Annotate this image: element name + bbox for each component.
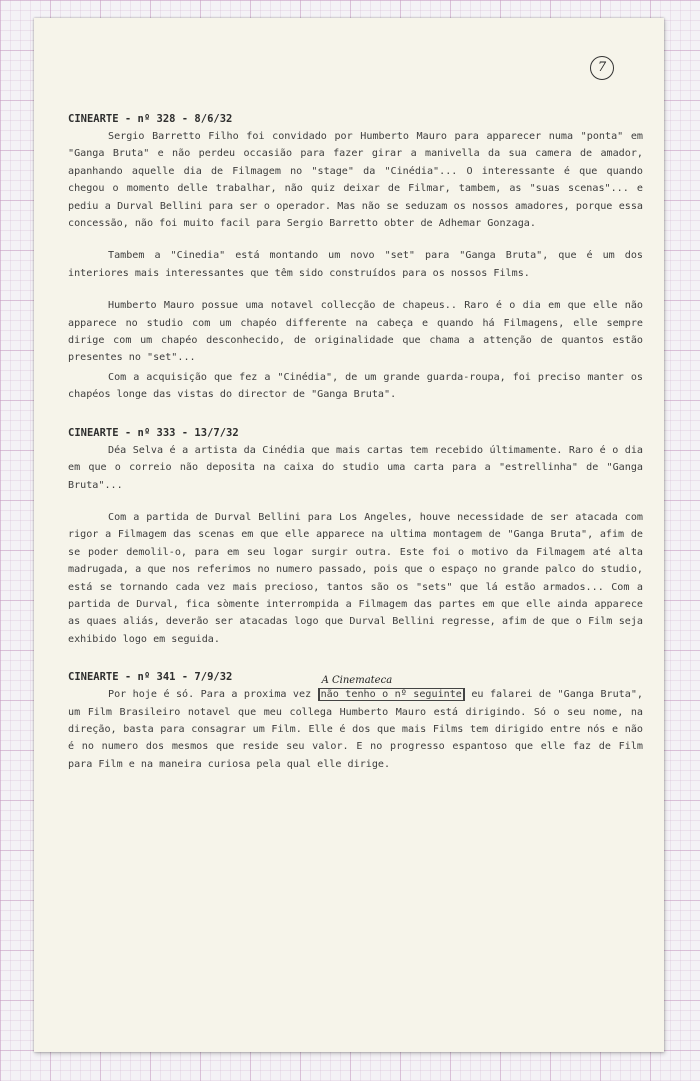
document-body xyxy=(68,110,643,793)
paragraph: Tambem a "Cinedia" está montando um novo "set" para "Ganga Bruta", que é um dos interiores mais interessantes que têm sido construídos para os nossos Films. xyxy=(68,250,643,279)
paragraph: Com a partida de Durval Bellini para Los Angeles, houve necessidade de ser atacada com rigor a Filmagem das scenas em que elle apparece na ultima montagem de "Ganga Bruta", afim de se poder demolil-o, para em seu logar surgir outra. Este foi o motivo da Filmagem até alta madrugada, a que nos referimos no numero passado, pois que o espaço no grande palco do studio, está se tornando cada vez mais precioso, tantos são os "sets" que lá estão armados... Com a partida de Durval, fica sòmente interrompida a Filmagem das partes em que elle ainda apparece as quaes aliás, deverão ser atacadas logo que Durval Bellini regresse, afim de que o Film seja exhibido logo em seguida. xyxy=(68,511,643,645)
paragraph: Déa Selva é a artista da Cinédia que mais cartas tem recebido últimamente. Raro é o dia em que o correio não deposita na caixa do studio uma carta para a "estrellinha" de "Ganga Bruta"... xyxy=(68,444,643,491)
page-number-circled: 7 xyxy=(590,56,614,80)
paragraph: Com a acquisição que fez a "Cinédia", de um grande guarda-roupa, foi preciso manter os chapéos longe das vistas do director de "Ganga Bruta". xyxy=(68,371,643,401)
paragraph-text-before: Por hoje é só. Para a proxima vez xyxy=(108,689,318,701)
handwritten-annotation: A Cinemateca xyxy=(321,675,393,687)
typed-document-page xyxy=(34,18,664,1052)
entry-cinearte-328 xyxy=(68,110,643,404)
entry-heading: CINEARTE - nº 328 - 8/6/32 xyxy=(68,113,233,125)
entry-cinearte-333 xyxy=(68,424,643,648)
entry-heading: CINEARTE - nº 333 - 13/7/32 xyxy=(68,426,239,439)
paragraph: Sergio Barretto Filho foi convidado por Humberto Mauro para apparecer numa "ponta" em "Ganga Bruta" e não perdeu occasião para fazer girar a manivella da sua camera de amador, apanhando aquelle dia de Filmagem no "stage" da "Cinédia"... O interessante é que quando chegou o momento delle trabalhar, não quiz deixar de Filmar, tambem, as "suas scenas"... e pediu a Durval Bellini para ser o operador. Mas não se seduzam os nossos amadores, porque essa concessão, não foi muito facil para Sergio Barretto obter de Adhemar Gonzaga. xyxy=(68,131,643,230)
entry-heading: CINEARTE - nº 341 - 7/9/32 xyxy=(68,671,233,684)
boxed-phrase: não tenho o nº seguinte xyxy=(318,688,465,701)
entry-cinearte-341 xyxy=(68,668,643,773)
paragraph-text-after: eu falarei de "Ganga Bruta", um Film Brasileiro notavel que meu collega Humberto Mauro está dirigindo. Só o seu nome, na direção, basta para consagrar um Film. Elle é dos que mais Films tem dirigido entre nós e não é no numero dos mesmos que reside seu valor. E no progresso espantoso que elle faz de Film para Film e na maneira curiosa pela qual elle dirige. xyxy=(68,689,643,770)
annotated-phrase xyxy=(318,675,465,701)
paragraph: Humberto Mauro possue uma notavel collecção de chapeus.. Raro é o dia em que elle não apparece no studio com um chapéo differente na cabeça e quando há Filmagens, elle sempre dirige com um chapéo desconhecido, de originalidade que chama a attenção de quantos estão presentes no "set"... xyxy=(68,300,643,364)
